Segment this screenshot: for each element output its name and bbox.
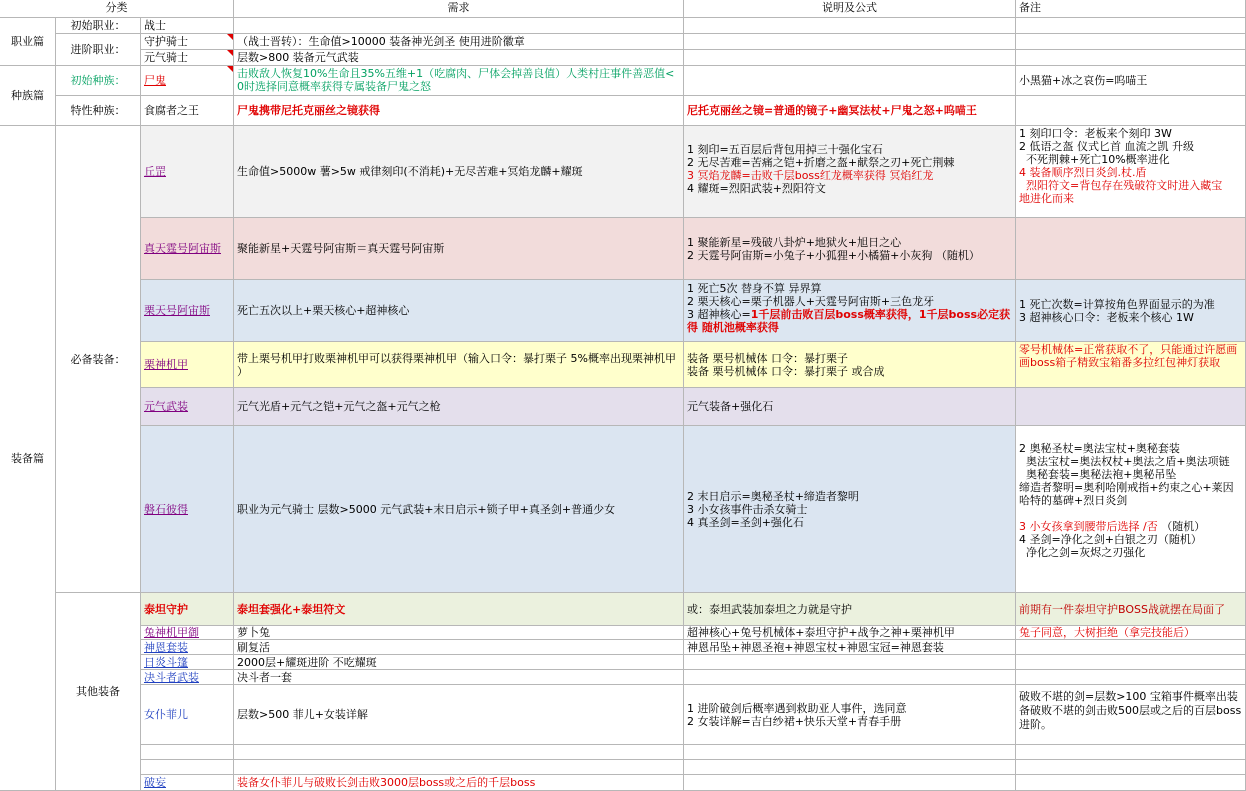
cell[interactable]: [684, 760, 1016, 775]
equip-must-label[interactable]: 必备装备：: [56, 126, 141, 593]
header-category[interactable]: 分类: [0, 0, 234, 18]
formula-line: [687, 308, 1012, 334]
formula-line: 4 真圣剑=圣剑+强化石: [687, 515, 804, 529]
equip-note[interactable]: [1016, 218, 1246, 280]
cell[interactable]: [1016, 50, 1246, 66]
note-line: 2 低语之盔 仪式匕首 血流之凯 升级: [1019, 140, 1194, 153]
equip-formula[interactable]: 或：泰坦武装加泰坦之力就是守护: [684, 593, 1016, 626]
equip-name[interactable]: 真天霆号阿宙斯: [141, 218, 234, 280]
cell[interactable]: [141, 745, 234, 760]
race-initial-label[interactable]: 初始种族：: [56, 66, 141, 96]
race-trait-label[interactable]: 特性种族：: [56, 96, 141, 126]
equip-req[interactable]: 装备女仆菲儿与破败长剑击败3000层boss或之后的千层boss: [234, 775, 684, 791]
formula-line: 1 聚能新星=残破八卦炉+地狱火+旭日之心: [687, 235, 902, 249]
section-equip[interactable]: 装备篇: [0, 126, 56, 791]
cell[interactable]: [1016, 96, 1246, 126]
equip-req[interactable]: 决斗者一套: [234, 670, 684, 685]
equip-name[interactable]: 破妄: [141, 775, 234, 791]
cell[interactable]: [684, 50, 1016, 66]
equip-note[interactable]: [1016, 670, 1246, 685]
cell[interactable]: [234, 760, 684, 775]
formula-prefix: 3 超神核心=: [687, 308, 751, 321]
cell[interactable]: [1016, 775, 1246, 791]
job-initial-label[interactable]: 初始职业：: [56, 18, 141, 34]
equip-req[interactable]: 2000层+耀斑进阶 不吃耀斑: [234, 655, 684, 670]
equip-req[interactable]: 职业为元气骑士 层数>5000 元气武装+末日启示+锁子甲+真圣剑+普通少女: [234, 426, 684, 593]
equip-req[interactable]: 层数>500 菲儿+女装详解: [234, 685, 684, 745]
equip-name[interactable]: 磐石彼得: [141, 426, 234, 593]
equip-name[interactable]: 栗天号阿宙斯: [141, 280, 234, 342]
note-line: 净化之剑=灰烬之刃强化: [1019, 546, 1146, 559]
equip-name[interactable]: 神恩套装: [141, 640, 234, 655]
equip-name[interactable]: 兔神机甲御: [141, 626, 234, 640]
section-job[interactable]: 职业篇: [0, 18, 56, 66]
note-line: 3 超神核心口令：老板来个核心 1W: [1019, 310, 1194, 324]
note-line: 4 装备顺序烈日炎剑.杖.盾: [1019, 166, 1147, 179]
job-advance1-name[interactable]: 守护骑士: [141, 34, 234, 50]
equip-name[interactable]: 泰坦守护: [141, 593, 234, 626]
formula-line: 装备 栗号机械体 口令：暴打栗子: [687, 351, 848, 365]
cell[interactable]: [684, 66, 1016, 96]
equip-note[interactable]: [1016, 388, 1246, 426]
cell[interactable]: [1016, 34, 1246, 50]
equip-note[interactable]: 前期有一件泰坦守护BOSS战就摆在局面了: [1016, 593, 1246, 626]
equip-note[interactable]: 兔子同意，大树拒绝（拿完技能后）: [1016, 626, 1246, 640]
spacer: [1019, 507, 1242, 520]
note-line: 2 奥秘圣杖=奥法宝杖+奥秘套装: [1019, 442, 1180, 455]
note-line: [1019, 520, 1242, 533]
note-line: 烈阳符文=背包存在残破符文时进入藏宝: [1019, 179, 1223, 192]
race-trait-formula[interactable]: 尼托克丽丝之镜=普通的镜子+幽冥法杖+尸鬼之怒+呜喵王: [684, 96, 1016, 126]
equip-req[interactable]: 刷复活: [234, 640, 684, 655]
equip-formula[interactable]: [684, 126, 1016, 218]
cell[interactable]: [141, 760, 234, 775]
equip-req[interactable]: 泰坦套强化+泰坦符文: [234, 593, 684, 626]
equip-formula[interactable]: [684, 280, 1016, 342]
note-line: 4 圣剑=净化之剑+白银之刃（随机）: [1019, 533, 1202, 546]
equip-formula[interactable]: 超神核心+兔号机械体+泰坦守护+战争之神+栗神机甲: [684, 626, 1016, 640]
formula-highlight: 1千层前击败百层boss概率获得，1千层boss必定获得 随机池概率获得: [687, 308, 1011, 334]
equip-note[interactable]: [1016, 640, 1246, 655]
equip-formula[interactable]: 神恩吊坠+神恩圣袍+神恩宝杖+神恩宝冠=神恩套装: [684, 640, 1016, 655]
formula-line: 4 耀斑=烈阳武装+烈阳符文: [687, 182, 826, 195]
equip-name[interactable]: 元气武装: [141, 388, 234, 426]
note-line: 1 刻印口令：老板来个刻印 3W: [1019, 127, 1172, 140]
cell[interactable]: [234, 18, 684, 34]
cell[interactable]: [1016, 18, 1246, 34]
race-initial-value[interactable]: 尸鬼: [141, 66, 234, 96]
note-line: 奥秘套装=奥秘法袍+奥秘吊坠: [1019, 468, 1177, 481]
equip-note[interactable]: 零号机械体=正常获取不了，只能通过许愿画画boss箱子精致宝箱番多拉红包神灯获取: [1016, 342, 1246, 388]
equip-note[interactable]: [1016, 126, 1246, 218]
equip-formula[interactable]: [684, 670, 1016, 685]
job-initial-value[interactable]: 战士: [141, 18, 234, 34]
formula-line: 装备 栗号机械体 口令：暴打栗子 或合成: [687, 364, 885, 378]
equip-formula[interactable]: [684, 218, 1016, 280]
race-initial-note[interactable]: 小黑猫+冰之哀伤=呜喵王: [1016, 66, 1246, 96]
header-note[interactable]: 备注: [1016, 0, 1246, 18]
cell[interactable]: [1016, 745, 1246, 760]
equip-name[interactable]: 栗神机甲: [141, 342, 234, 388]
race-trait-req[interactable]: 尸鬼携带尼托克丽丝之镜获得: [234, 96, 684, 126]
formula-line: 2 女装详解=吉白纱裙+快乐天堂+青春手册: [687, 714, 902, 728]
equip-other-label[interactable]: 其他装备: [56, 593, 141, 791]
equip-name[interactable]: 决斗者武装: [141, 670, 234, 685]
cell[interactable]: [684, 34, 1016, 50]
equip-formula[interactable]: [684, 426, 1016, 593]
race-initial-req[interactable]: 击败敌人恢复10%生命且35%五维+1（吃腐肉、尸体会掉善良值）人类村庄事件善恶值<0时选择同意概率获得专属装备尸鬼之怒: [234, 66, 684, 96]
equip-formula[interactable]: [684, 685, 1016, 745]
formula-line: 3 小女孩事件击杀女骑士: [687, 502, 808, 516]
equip-req[interactable]: 带上栗号机甲打败栗神机甲可以获得栗神机甲（输入口令：暴打栗子 5%概率出现栗神机甲 ）: [234, 342, 684, 388]
equip-formula[interactable]: [684, 342, 1016, 388]
equip-note[interactable]: [1016, 280, 1246, 342]
note-line: 奥法宝杖=奥法权杖+奥法之盾+奥法项链: [1019, 455, 1230, 468]
note-line: 1 死亡次数=计算按角色界面显示的为准: [1019, 297, 1215, 311]
note-line: 缔造者黎明=奥利哈刚戒指+约束之心+莱因哈特的墓碑+烈日炎剑: [1019, 481, 1234, 507]
cell[interactable]: [684, 775, 1016, 791]
job-advance-label[interactable]: 进阶职业：: [56, 34, 141, 66]
header-requirement[interactable]: 需求: [234, 0, 684, 18]
formula-line: 3 冥焰龙麟=击败千层boss红龙概率获得 冥焰红龙: [687, 169, 934, 182]
formula-line: 1 死亡5次 替身不算 异界算: [687, 282, 822, 295]
section-race[interactable]: 种族篇: [0, 66, 56, 126]
cell[interactable]: [684, 18, 1016, 34]
equip-name[interactable]: 丘罡: [141, 126, 234, 218]
cell[interactable]: [234, 745, 684, 760]
formula-line: 2 无尽苦难=苦痛之铠+折磨之盔+献祭之刃+死亡荆棘: [687, 156, 955, 169]
cell[interactable]: [684, 745, 1016, 760]
job-advance1-req[interactable]: （战士晋转）：生命值>10000 装备神光剑圣 使用进阶徽章: [234, 34, 684, 50]
note-highlight: 3 小女孩拿到腰带后选择 /否: [1019, 520, 1158, 533]
equip-req[interactable]: 聚能新星+天霆号阿宙斯＝真天霆号阿宙斯: [234, 218, 684, 280]
equip-req[interactable]: 元气光盾+元气之铠+元气之盔+元气之枪: [234, 388, 684, 426]
equip-req[interactable]: 生命值>5000w 薯>5w 戒律刻印(不消耗)+无尽苦难+冥焰龙麟+耀斑: [234, 126, 684, 218]
job-advance2-req[interactable]: 层数>800 装备元气武装: [234, 50, 684, 66]
equip-note[interactable]: [1016, 655, 1246, 670]
equip-name[interactable]: 日炎斗篷: [141, 655, 234, 670]
note-line: 地进化而来: [1019, 192, 1074, 205]
equip-req[interactable]: 死亡五次以上+栗天核心+超神核心: [234, 280, 684, 342]
job-advance2-name[interactable]: 元气骑士: [141, 50, 234, 66]
equip-note[interactable]: [1016, 426, 1246, 593]
equip-name[interactable]: 女仆菲儿: [141, 685, 234, 745]
formula-line: 1 进阶破剑后概率遇到救助亚人事件，选同意: [687, 701, 907, 715]
note-line: 不死荆棘+死亡10%概率进化: [1019, 153, 1170, 166]
race-trait-value[interactable]: 食腐者之王: [141, 96, 234, 126]
note-suffix: （随机）: [1157, 520, 1206, 533]
equip-formula[interactable]: 元气装备+强化石: [684, 388, 1016, 426]
equip-note[interactable]: 破败不堪的剑=层数>100 宝箱事件概率出装备破败不堪的剑击败500层或之后的百层boss进阶。: [1016, 685, 1246, 745]
formula-line: 2 末日启示=奥秘圣杖+缔造者黎明: [687, 489, 859, 503]
formula-line: 2 栗天核心=栗子机器人+天霆号阿宙斯+三色龙牙: [687, 295, 935, 308]
cell[interactable]: [1016, 760, 1246, 775]
equip-formula[interactable]: [684, 655, 1016, 670]
formula-line: 2 天霆号阿宙斯=小兔子+小狐狸+小橘猫+小灰狗 （随机）: [687, 248, 980, 262]
formula-line: 1 刻印=五百层后背包用掉三十强化宝石: [687, 143, 883, 156]
header-formula[interactable]: 说明及公式: [684, 0, 1016, 18]
equip-req[interactable]: 萝卜兔: [234, 626, 684, 640]
